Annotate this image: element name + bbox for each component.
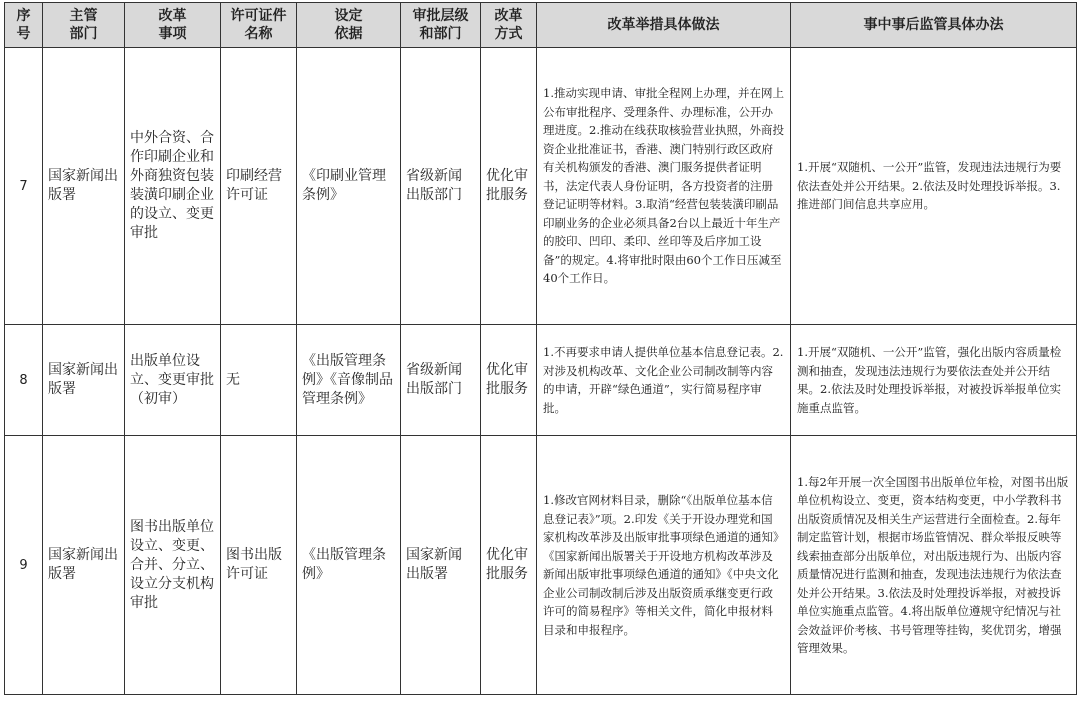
header-dept: 主管 部门 xyxy=(43,3,125,48)
header-level: 审批层级 和部门 xyxy=(401,3,481,48)
cell-no: 7 xyxy=(5,48,43,325)
cell-item: 中外合资、合作印刷企业和外商独资包装装潢印刷企业的设立、变更审批 xyxy=(125,48,221,325)
cell-measures: 1.修改官网材料目录，删除“《出版单位基本信息登记表》”项。2.印发《关于开设办理党和国家机构改革涉及出版审批事项绿色通道的通知》《国家新闻出版署关于开设地方机构改革涉及新闻出版审批事项绿色通道的通知》《中央文化企业公司制改制后涉及出版资质承继变更行政许可的简易程序》等相关文件，简化申报材料目录和申报程序。 xyxy=(537,436,791,695)
header-mode: 改革 方式 xyxy=(481,3,537,48)
cell-no: 8 xyxy=(5,325,43,436)
cell-item: 出版单位设立、变更审批（初审） xyxy=(125,325,221,436)
cell-basis: 《印刷业管理条例》 xyxy=(297,48,401,325)
cell-level: 省级新闻出版部门 xyxy=(401,325,481,436)
cell-license: 印刷经营许可证 xyxy=(221,48,297,325)
cell-license: 无 xyxy=(221,325,297,436)
header-measures: 改革举措具体做法 xyxy=(537,3,791,48)
cell-no: 9 xyxy=(5,436,43,695)
cell-dept: 国家新闻出版署 xyxy=(43,325,125,436)
cell-dept: 国家新闻出版署 xyxy=(43,48,125,325)
table-row xyxy=(5,436,1077,695)
cell-mode: 优化审批服务 xyxy=(481,325,537,436)
header-license: 许可证件 名称 xyxy=(221,3,297,48)
cell-item: 图书出版单位设立、变更、合并、分立、设立分支机构审批 xyxy=(125,436,221,695)
cell-dept: 国家新闻出版署 xyxy=(43,436,125,695)
cell-supervision: 1.开展“双随机、一公开”监管，发现违法违规行为要依法查处并公开结果。2.依法及时处理投诉举报。3.推进部门间信息共享应用。 xyxy=(791,48,1077,325)
cell-measures: 1.不再要求申请人提供单位基本信息登记表。2.对涉及机构改革、文化企业公司制改制等内容的申请，开辟“绿色通道”，实行简易程序审批。 xyxy=(537,325,791,436)
table-row xyxy=(5,48,1077,325)
header-row xyxy=(5,3,1077,48)
cell-basis: 《出版管理条例》 xyxy=(297,436,401,695)
cell-supervision: 1.开展“双随机、一公开”监管，强化出版内容质量检测和抽查，发现违法违规行为要依法查处并公开结果。2.依法及时处理投诉举报，对被投诉举报单位实施重点监管。 xyxy=(791,325,1077,436)
cell-basis: 《出版管理条例》《音像制品管理条例》 xyxy=(297,325,401,436)
header-no: 序 号 xyxy=(5,3,43,48)
header-item: 改革 事项 xyxy=(125,3,221,48)
reform-table xyxy=(4,2,1077,695)
cell-supervision: 1.每2年开展一次全国图书出版单位年检，对图书出版单位机构设立、变更，资本结构变更，中小学教科书出版资质情况及相关生产运营进行全面检查。2.每年制定监管计划，根据市场监管情况、群众举报反映等线索抽查部分出版单位，对出版违规行为、出版内容质量情况进行监测和抽查，发现违法违规行为依法查处并公开结果。3.依法及时处理投诉举报，对被投诉单位实施重点监管。4.将出版单位遵规守纪情况与社会效益评价考核、书号管理等挂钩，奖优罚劣，增强管理效果。 xyxy=(791,436,1077,695)
cell-measures: 1.推动实现申请、审批全程网上办理，并在网上公布审批程序、受理条件、办理标准，公开办理进度。2.推动在线获取核验营业执照，外商投资企业批准证书，香港、澳门特别行政区政府有关机构颁发的香港、澳门服务提供者证明书，法定代表人身份证明，各方投资者的注册登记证明等材料。3.取消“经营包装装潢印刷品印刷业务的企业必须具备2台以上最近十年生产的胶印、凹印、柔印、丝印等及后序加工设备”的规定。4.将审批时限由60个工作日压减至40个工作日。 xyxy=(537,48,791,325)
header-supervision: 事中事后监管具体办法 xyxy=(791,3,1077,48)
cell-level: 国家新闻出版署 xyxy=(401,436,481,695)
cell-mode: 优化审批服务 xyxy=(481,48,537,325)
header-basis: 设定 依据 xyxy=(297,3,401,48)
cell-license: 图书出版许可证 xyxy=(221,436,297,695)
cell-mode: 优化审批服务 xyxy=(481,436,537,695)
table-row xyxy=(5,325,1077,436)
cell-level: 省级新闻出版部门 xyxy=(401,48,481,325)
